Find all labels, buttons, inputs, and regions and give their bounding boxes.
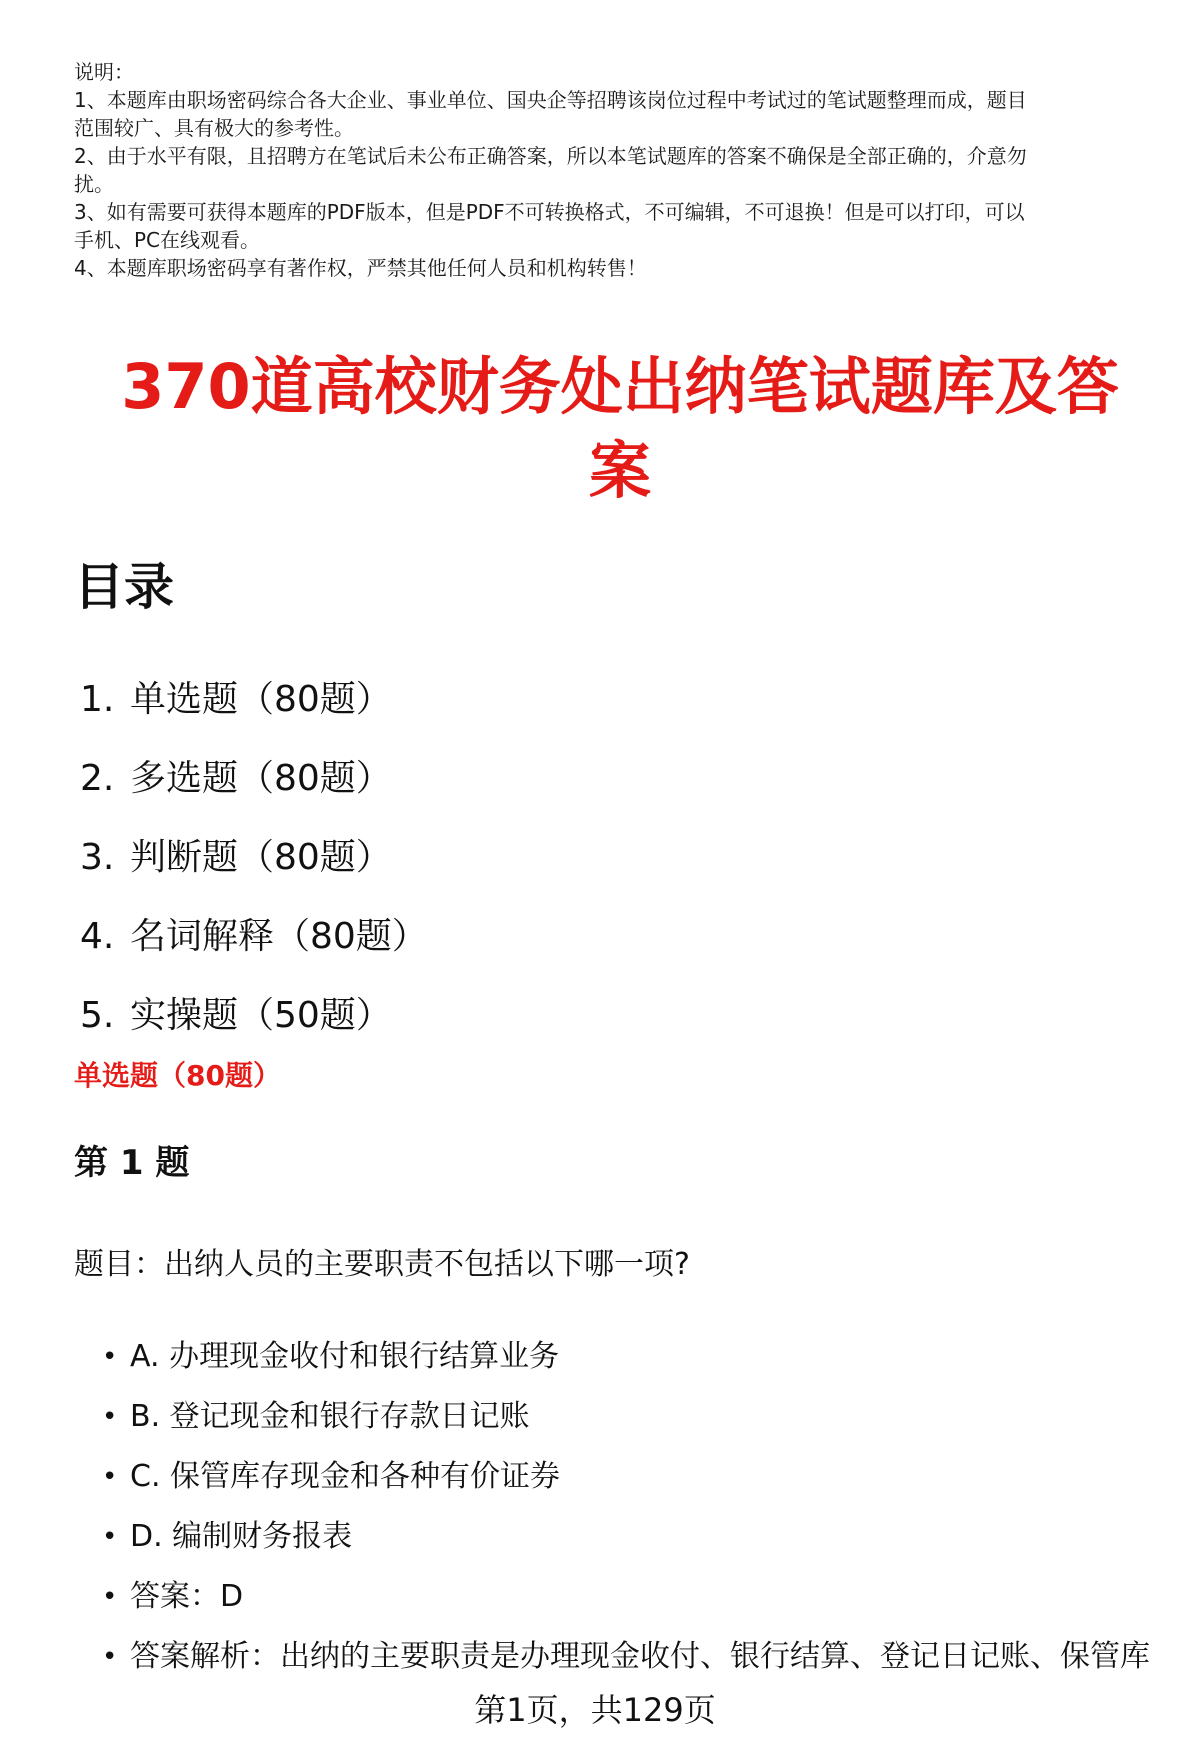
- table-of-contents: [80, 660, 428, 1055]
- toc-item[interactable]: [80, 739, 428, 818]
- notes-line: 手机、PC在线观看。: [74, 228, 261, 252]
- toc-item[interactable]: [80, 818, 428, 897]
- notes-line: 3、如有需要可获得本题库的PDF版本，但是PDF不可转换格式，不可编辑，不可退换！但是可以打印，可以: [74, 200, 1025, 224]
- option-item: • D. 编制财务报表: [74, 1507, 1174, 1567]
- toc-item-label: 单选题（80题）: [130, 679, 392, 720]
- option-item: • B. 登记现金和银行存款日记账: [74, 1387, 1174, 1447]
- toc-item-number: 5.: [80, 995, 115, 1036]
- document-title: [60, 345, 1180, 513]
- notes-line: 1、本题库由职场密码综合各大企业、事业单位、国央企等招聘该岗位过程中考试过的笔试题整理而成，题目: [74, 88, 1027, 112]
- notes-line: 4、本题库职场密码享有著作权，严禁其他任何人员和机构转售！: [74, 256, 647, 280]
- toc-item-number: 1.: [80, 679, 115, 720]
- title-line: 370道高校财务处出纳笔试题库及答: [121, 350, 1119, 423]
- question-text: 题目：出纳人员的主要职责不包括以下哪一项?: [74, 1247, 690, 1282]
- toc-item[interactable]: [80, 897, 428, 976]
- toc-item-number: 3.: [80, 837, 115, 878]
- page-footer: 第1页，共129页: [474, 1691, 716, 1729]
- toc-item[interactable]: [80, 976, 428, 1055]
- toc-item-number: 2.: [80, 758, 115, 799]
- section-title: 单选题（80题）: [74, 1059, 281, 1092]
- answer-item: • 答案：D: [74, 1567, 1174, 1627]
- toc-item-number: 4.: [80, 916, 115, 957]
- explanation-item: • 答案解析：出纳的主要职责是办理现金收付、银行结算、登记日记账、保管库: [74, 1627, 1174, 1687]
- toc-item-label: 判断题（80题）: [130, 837, 392, 878]
- toc-item[interactable]: [80, 660, 428, 739]
- notes-heading: 说明：: [74, 60, 134, 84]
- toc-item-label: 多选题（80题）: [130, 758, 392, 799]
- toc-heading: 目录: [74, 558, 174, 616]
- notes-line: 扰。: [74, 172, 114, 196]
- notes-line: 2、由于水平有限，且招聘方在笔试后未公布正确答案，所以本笔试题库的答案不确保是全部正确的，介意勿: [74, 144, 1027, 168]
- notes-block: [74, 58, 1154, 282]
- title-line: 案: [588, 434, 651, 507]
- option-item: • A. 办理现金收付和银行结算业务: [74, 1327, 1174, 1387]
- toc-item-label: 实操题（50题）: [130, 995, 392, 1036]
- toc-item-label: 名词解释（80题）: [130, 916, 428, 957]
- option-item: • C. 保管库存现金和各种有价证券: [74, 1447, 1174, 1507]
- notes-line: 范围较广、具有极大的参考性。: [74, 116, 354, 140]
- question-heading: 第 1 题: [74, 1143, 190, 1183]
- question-options: [74, 1327, 1174, 1687]
